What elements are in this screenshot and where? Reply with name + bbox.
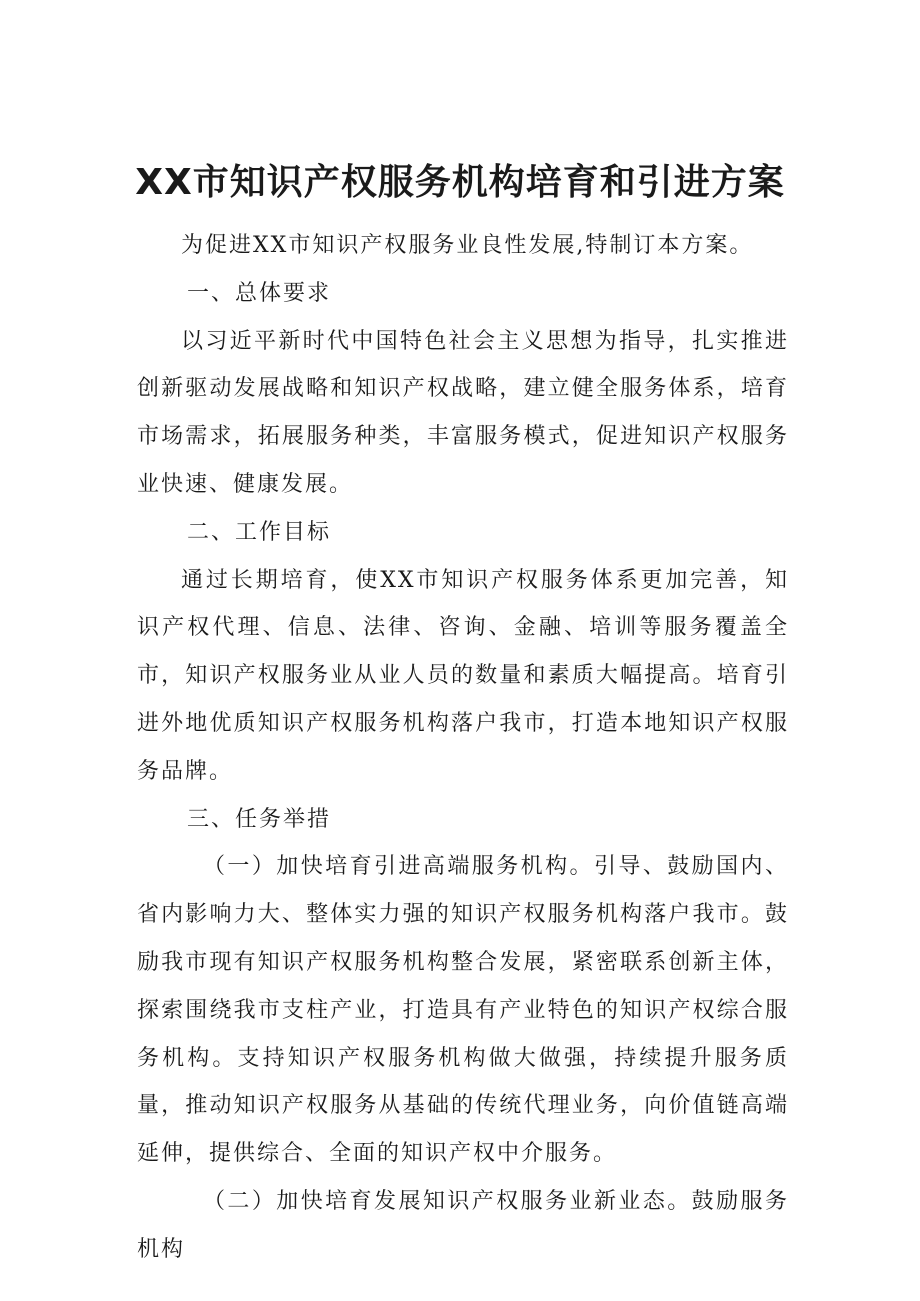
section-heading-task-measures: 三、任务举措: [187, 806, 332, 832]
work-goals-paragraph: 通过长期培育，使XX市知识产权服务体系更加完善，知识产权代理、信息、法律、咨询、金融、培训等服务覆盖全市，知识产权服务业从业人员的数量和素质大幅提高。培育引进外地优质知识产权服务机构落户我市，打造本地知识产权服务品牌。: [137, 567, 789, 784]
document-title: XX市知识产权服务机构培育和引进方案: [135, 162, 785, 204]
task-measure-item-1: （一）加快培育引进高端服务机构。引导、鼓励国内、省内影响力大、整体实力强的知识产权服务机构落户我市。鼓励我市现有知识产权服务机构整合发展，紧密联系创新主体，探索围绕我市支柱产业，打造具有产业特色的知识产权综合服务机构。支持知识产权服务机构做大做强，持续提升服务质量，推动知识产权服务从基础的传统代理业务，向价值链高端延伸，提供综合、全面的知识产权中介服务。: [137, 854, 789, 1167]
document-body: [137, 222, 789, 1274]
task-measure-item-2: （二）加快培育发展知识产权服务业新业态。鼓励服务机构: [137, 1188, 789, 1262]
section-heading-general-requirements: 一、总体要求: [187, 280, 332, 306]
section-heading-work-goals: 二、工作目标: [187, 519, 332, 545]
intro-paragraph: 为促进XX市知识产权服务业良性发展,特制订本方案。: [181, 233, 754, 258]
general-requirements-paragraph: 以习近平新时代中国特色社会主义思想为指导，扎实推进创新驱动发展战略和知识产权战略，建立健全服务体系，培育市场需求，拓展服务种类，丰富服务模式，促进知识产权服务业快速、健康发展。: [137, 328, 789, 497]
